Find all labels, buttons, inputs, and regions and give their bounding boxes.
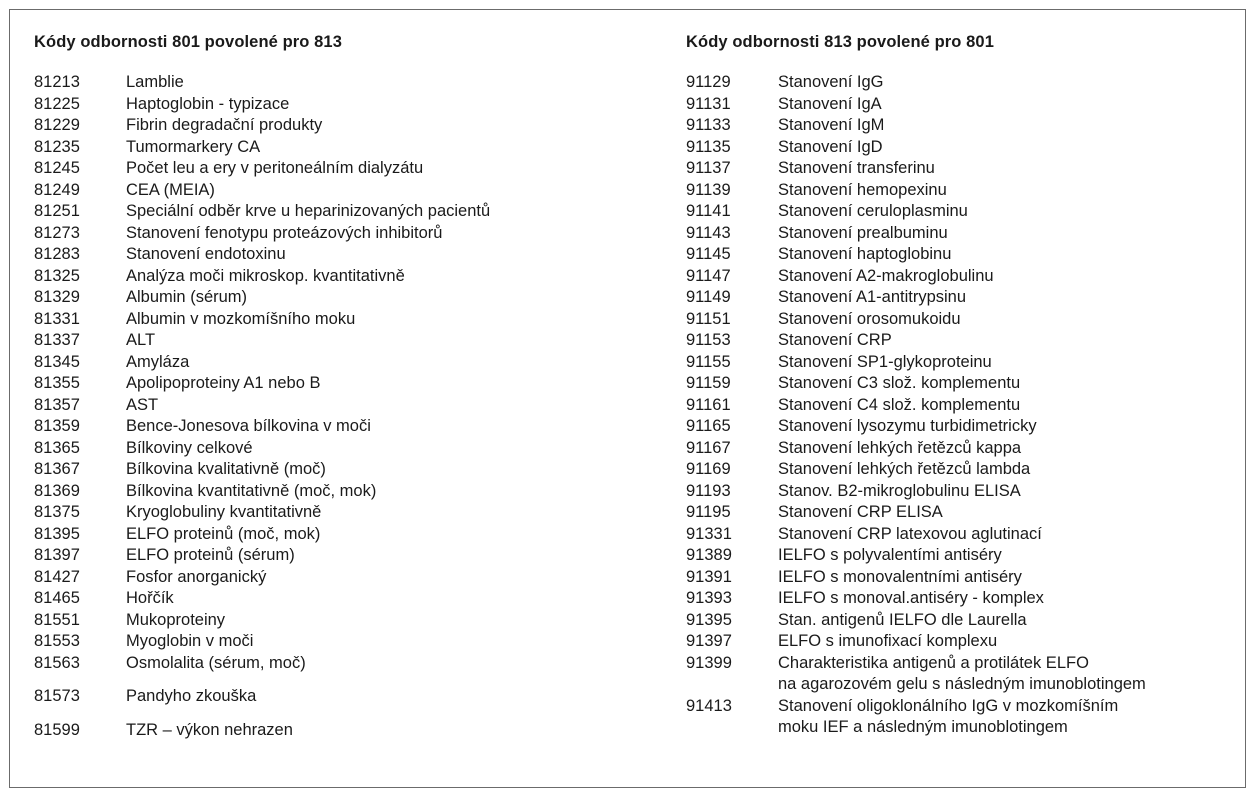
row-name: Stanovení C4 slož. komplementu bbox=[778, 395, 1021, 414]
table-row bbox=[34, 481, 654, 503]
row-code: 91413 bbox=[686, 696, 732, 715]
row-code: 91139 bbox=[686, 180, 731, 199]
row-name: Fosfor anorganický bbox=[126, 567, 267, 586]
row-name: Stanovení IgA bbox=[778, 94, 882, 113]
row-code: 91165 bbox=[686, 417, 731, 435]
row-name: Stanovení endotoxinu bbox=[126, 245, 286, 263]
code-table-frame bbox=[9, 9, 1246, 788]
table-row bbox=[34, 309, 654, 331]
row-code: 91143 bbox=[686, 223, 731, 242]
table-row bbox=[686, 438, 1246, 460]
row-name: Analýza moči mikroskop. kvantitativně bbox=[126, 266, 405, 285]
table-row bbox=[686, 524, 1246, 546]
left-code-list bbox=[34, 72, 654, 741]
table-row bbox=[686, 481, 1246, 503]
row-code: 81365 bbox=[34, 438, 80, 457]
row-name: TZR – výkon nehrazen bbox=[126, 720, 293, 739]
table-row bbox=[34, 686, 654, 708]
row-code: 91131 bbox=[686, 94, 731, 113]
table-row bbox=[34, 395, 654, 417]
row-name: Stanovení orosomukoidu bbox=[778, 309, 961, 328]
row-code: 91193 bbox=[686, 481, 731, 500]
table-row bbox=[686, 545, 1246, 567]
table-row bbox=[686, 244, 1246, 266]
row-name: Stanovení A2-makroglobulinu bbox=[778, 266, 994, 285]
row-name: Stanovení ceruloplasminu bbox=[778, 202, 968, 220]
table-row bbox=[686, 696, 1246, 739]
table-row bbox=[34, 244, 654, 266]
row-name: IELFO s polyvalentími antiséry bbox=[778, 546, 1002, 564]
row-code: 81553 bbox=[34, 632, 80, 650]
row-name: Počet leu a ery v peritoneálním dialyzátu bbox=[126, 159, 424, 177]
table-row bbox=[686, 459, 1246, 481]
table-row bbox=[34, 524, 654, 546]
row-code: 81465 bbox=[34, 589, 80, 607]
row-code: 81245 bbox=[34, 159, 80, 177]
table-row bbox=[34, 459, 654, 481]
row-code: 91391 bbox=[686, 567, 732, 586]
row-name: Stanovení IgG bbox=[778, 73, 884, 91]
table-row bbox=[686, 395, 1246, 417]
row-code: 81213 bbox=[34, 73, 80, 91]
table-row bbox=[34, 137, 654, 159]
row-code: 91389 bbox=[686, 546, 732, 564]
table-row bbox=[686, 223, 1246, 245]
right-code-list bbox=[686, 72, 1246, 739]
table-row bbox=[686, 653, 1246, 696]
table-row bbox=[686, 94, 1246, 116]
row-name: Myoglobin v moči bbox=[126, 632, 254, 650]
row-name: Haptoglobin - typizace bbox=[126, 94, 290, 113]
row-name: Osmolalita (sérum, moč) bbox=[126, 653, 306, 672]
row-code: 81345 bbox=[34, 352, 80, 371]
row-code: 91135 bbox=[686, 137, 731, 156]
row-name: Stanovení hemopexinu bbox=[778, 180, 947, 199]
row-name: Stanovení CRP bbox=[778, 331, 892, 349]
table-row bbox=[34, 567, 654, 589]
table-row bbox=[34, 610, 654, 632]
table-row bbox=[686, 588, 1246, 610]
right-heading: Kódy odbornosti 813 povolené pro 801 bbox=[686, 33, 994, 51]
table-row bbox=[686, 631, 1246, 653]
row-code: 81325 bbox=[34, 266, 80, 285]
row-code: 81369 bbox=[34, 481, 80, 500]
row-code: 91149 bbox=[686, 288, 731, 306]
row-name: Lamblie bbox=[126, 73, 184, 91]
row-name: Bílkovina kvantitativně (moč, mok) bbox=[126, 481, 377, 500]
table-row bbox=[34, 653, 654, 675]
table-row bbox=[34, 223, 654, 245]
row-name: Stanovení prealbuminu bbox=[778, 223, 948, 242]
row-name: Charakteristika antigenů a protilátek ELFO na agarozovém gelu s následným imunoblotingem bbox=[778, 653, 1146, 693]
table-row bbox=[34, 330, 654, 352]
row-code: 91151 bbox=[686, 309, 731, 328]
row-code: 91161 bbox=[686, 395, 731, 414]
row-name: IELFO s monovalentními antiséry bbox=[778, 567, 1022, 586]
row-name: Stanovení A1-antitrypsinu bbox=[778, 288, 967, 306]
table-row bbox=[686, 180, 1246, 202]
row-name: Stanovení C3 slož. komplementu bbox=[778, 374, 1021, 392]
row-name: Albumin v mozkomíšního moku bbox=[126, 309, 356, 328]
table-row bbox=[686, 373, 1246, 395]
row-name: Bílkoviny celkové bbox=[126, 438, 253, 457]
table-row bbox=[34, 502, 654, 524]
row-code: 91141 bbox=[686, 202, 731, 220]
row-name: ALT bbox=[126, 331, 156, 349]
row-name: Stanovení haptoglobinu bbox=[778, 245, 952, 263]
table-row bbox=[34, 180, 654, 202]
left-column bbox=[34, 32, 654, 741]
row-code: 81251 bbox=[34, 202, 80, 220]
row-code: 81225 bbox=[34, 94, 80, 113]
row-name: Bence-Jonesova bílkovina v moči bbox=[126, 417, 371, 435]
table-row bbox=[34, 158, 654, 180]
row-name: CEA (MEIA) bbox=[126, 180, 215, 199]
table-row bbox=[34, 720, 654, 742]
right-column bbox=[686, 32, 1246, 739]
row-code: 91159 bbox=[686, 374, 731, 392]
row-name: Tumormarkery CA bbox=[126, 137, 261, 156]
row-code: 91153 bbox=[686, 331, 731, 349]
row-name: Stanovení transferinu bbox=[778, 159, 935, 177]
table-row bbox=[34, 438, 654, 460]
row-name: Stan. antigenů IELFO dle Laurella bbox=[778, 610, 1027, 629]
table-row bbox=[34, 352, 654, 374]
table-row bbox=[686, 309, 1246, 331]
row-name: Bílkovina kvalitativně (moč) bbox=[126, 460, 326, 478]
row-name: ELFO proteinů (sérum) bbox=[126, 546, 295, 564]
row-name: Stanovení CRP ELISA bbox=[778, 503, 943, 521]
row-code: 91331 bbox=[686, 524, 732, 543]
row-code: 81375 bbox=[34, 503, 80, 521]
row-code: 91137 bbox=[686, 159, 731, 177]
table-row bbox=[34, 416, 654, 438]
row-code: 81337 bbox=[34, 331, 80, 349]
table-row bbox=[34, 94, 654, 116]
row-code: 91397 bbox=[686, 632, 732, 650]
row-name: Stanovení lehkých řetězců lambda bbox=[778, 460, 1031, 478]
row-name: Speciální odběr krve u heparinizovaných pacientů bbox=[126, 202, 491, 220]
row-code: 91195 bbox=[686, 503, 731, 521]
row-code: 81397 bbox=[34, 546, 80, 564]
row-code: 81355 bbox=[34, 374, 80, 392]
table-row bbox=[686, 502, 1246, 524]
row-code: 91167 bbox=[686, 438, 731, 457]
table-row bbox=[34, 631, 654, 653]
row-name: ELFO s imunofixací komplexu bbox=[778, 632, 998, 650]
row-name: Kryoglobuliny kvantitativně bbox=[126, 503, 322, 521]
row-code: 91399 bbox=[686, 653, 732, 672]
table-row bbox=[686, 72, 1246, 94]
row-code: 81573 bbox=[34, 687, 80, 705]
row-code: 81395 bbox=[34, 524, 80, 543]
row-name: Amyláza bbox=[126, 352, 190, 371]
row-code: 81235 bbox=[34, 137, 80, 156]
row-name: Stanovení SP1-glykoproteinu bbox=[778, 352, 992, 371]
table-row bbox=[686, 287, 1246, 309]
table-row bbox=[34, 588, 654, 610]
row-code: 81563 bbox=[34, 653, 80, 672]
table-row bbox=[686, 137, 1246, 159]
row-code: 81331 bbox=[34, 309, 80, 328]
table-row bbox=[34, 545, 654, 567]
row-code: 81367 bbox=[34, 460, 80, 478]
row-code: 91147 bbox=[686, 266, 731, 285]
row-name: Albumin (sérum) bbox=[126, 288, 248, 306]
row-name: Hořčík bbox=[126, 589, 174, 607]
row-code: 91145 bbox=[686, 245, 731, 263]
table-row bbox=[34, 287, 654, 309]
table-row bbox=[686, 158, 1246, 180]
table-row bbox=[686, 266, 1246, 288]
row-code: 81283 bbox=[34, 245, 80, 263]
row-code: 81599 bbox=[34, 720, 80, 739]
table-row bbox=[686, 201, 1246, 223]
row-name: Stanovení fenotypu proteázových inhibitorů bbox=[126, 223, 443, 242]
row-name: Stanovení lehkých řetězců kappa bbox=[778, 438, 1022, 457]
row-name: Stanovení IgD bbox=[778, 137, 883, 156]
row-code: 91133 bbox=[686, 116, 731, 134]
row-code: 81329 bbox=[34, 288, 80, 306]
table-row bbox=[686, 330, 1246, 352]
row-name: AST bbox=[126, 395, 159, 414]
row-code: 81551 bbox=[34, 610, 80, 629]
row-name: Mukoproteiny bbox=[126, 610, 226, 629]
row-name: Stanovení IgM bbox=[778, 116, 885, 134]
row-code: 91393 bbox=[686, 589, 732, 607]
row-name: Apolipoproteiny A1 nebo B bbox=[126, 374, 321, 392]
table-row bbox=[686, 352, 1246, 374]
row-code: 81273 bbox=[34, 223, 80, 242]
left-heading: Kódy odbornosti 801 povolené pro 813 bbox=[34, 33, 342, 51]
row-code: 91129 bbox=[686, 73, 731, 91]
table-row bbox=[686, 416, 1246, 438]
table-row bbox=[686, 610, 1246, 632]
row-name: Stanovení CRP latexovou aglutinací bbox=[778, 524, 1042, 543]
row-name: Pandyho zkouška bbox=[126, 687, 257, 705]
table-row bbox=[34, 115, 654, 137]
table-row bbox=[34, 373, 654, 395]
row-code: 81359 bbox=[34, 417, 80, 435]
table-row bbox=[34, 201, 654, 223]
row-code: 81357 bbox=[34, 395, 80, 414]
row-code: 81427 bbox=[34, 567, 80, 586]
row-code: 91169 bbox=[686, 460, 731, 478]
row-name: Fibrin degradační produkty bbox=[126, 116, 323, 134]
table-row bbox=[34, 72, 654, 94]
table-row bbox=[34, 266, 654, 288]
row-name: Stanovení lysozymu turbidimetricky bbox=[778, 417, 1037, 435]
row-name: IELFO s monoval.antiséry - komplex bbox=[778, 589, 1044, 607]
row-code: 91395 bbox=[686, 610, 732, 629]
row-name: ELFO proteinů (moč, mok) bbox=[126, 524, 321, 543]
table-row bbox=[686, 115, 1246, 137]
table-row bbox=[686, 567, 1246, 589]
row-code: 81249 bbox=[34, 180, 80, 199]
row-code: 81229 bbox=[34, 116, 80, 134]
row-name: Stanovení oligoklonálního IgG v mozkomíšním moku IEF a následným imunoblotingem bbox=[778, 696, 1119, 736]
row-name: Stanov. B2-mikroglobulinu ELISA bbox=[778, 481, 1021, 500]
row-code: 91155 bbox=[686, 352, 731, 371]
